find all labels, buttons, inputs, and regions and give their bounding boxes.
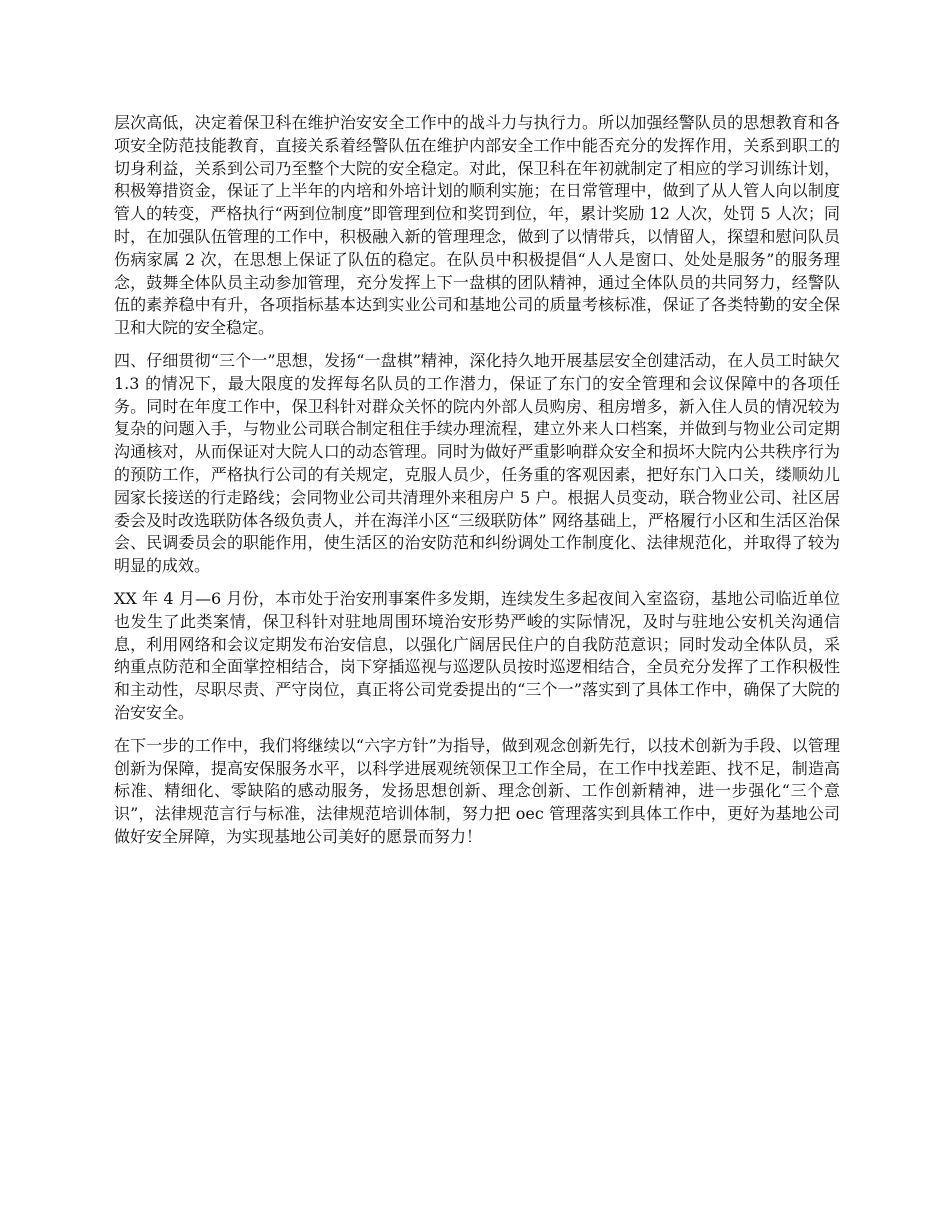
paragraph-4: 在下一步的工作中，我们将继续以“六字方针”为指导，做到观念创新先行，以技术创新为手段、以管理创新为保障，提高安保服务水平，以科学进展观统领保卫工作全局，在工作中找差距、找不足，制造高标准、精细化、零缺陷的感动服务，发扬思想创新、理念创新、工作创新精神，进一步强化“三个意识”，法律规范言行与标准，法律规范培训体制，努力把 oec 管理落实到具体工作中，更好为基地公司做好安全屏障，为实现基地公司美好的愿景而努力！ (114, 735, 840, 846)
paragraph-2: 四、仔细贯彻“三个一”思想，发扬“一盘棋”精神，深化持久地开展基层安全创建活动，在人员工时缺欠 1.3 的情况下，最大限度的发挥每名队员的工作潜力，保证了东门的安全管理和会议保障中的各项任务。同时在年度工作中，保卫科针对群众关怀的院内外部人员购房、租房增多，新入住人员的情况较为复杂的问题入手，与物业公司联合制定租住手续办理流程，建立外来人口档案，并做到与物业公司定期沟通核对，从而保证对大院人口的动态管理。同时为做好严重影响群众安全和损坏大院内公共秩序行为的预防工作，严格执行公司的有关规定，克服人员少，任务重的客观因素，把好东门入口关，缕顺幼儿园家长接送的行走路线；会同物业公司共清理外来租房户 5 户。根据人员变动，联合物业公司、社区居委会及时改选联防体各级负责人，并在海洋小区“三级联防体” 网络基础上，严格履行小区和生活区治保会、民调委员会的职能作用，使生活区的治安防范和纠纷调处工作制度化、法律规范化，并取得了较为明显的成效。 (114, 350, 840, 576)
document-body (114, 112, 840, 859)
paragraph-3: XX 年 4 月—6 月份，本市处于治安刑事案件多发期，连续发生多起夜间入室盗窃，基地公司临近单位也发生了此类案情，保卫科针对驻地周围环境治安形势严峻的实际情况，及时与驻地公安机关沟通信息，利用网络和会议定期发布治安信息，以强化广阔居民住户的自我防范意识；同时发动全体队员，采纳重点防范和全面掌控相结合，岗下穿插巡视与巡逻队员按时巡逻相结合，全员充分发挥了工作积极性和主动性，尽职尽责、严守岗位，真正将公司党委提出的“三个一”落实到了具体工作中，确保了大院的治安安全。 (114, 588, 840, 722)
paragraph-1: 层次高低，决定着保卫科在维护治安安全工作中的战斗力与执行力。所以加强经警队员的思想教育和各项安全防范技能教育，直接关系着经警队伍在维护内部安全工作中能否充分的发挥作用，关系到职工的切身利益，关系到公司乃至整个大院的安全稳定。对此，保卫科在年初就制定了相应的学习训练计划，积极筹措资金，保证了上半年的内培和外培计划的顺利实施；在日常管理中，做到了从人管人向以制度管人的转变，严格执行“两到位制度”即管理到位和奖罚到位，年，累计奖励 12 人次，处罚 5 人次；同时，在加强队伍管理的工作中，积极融入新的管理理念，做到了以情带兵，以情留人，探望和慰问队员伤病家属 2 次，在思想上保证了队伍的稳定。在队员中积极提倡“人人是窗口、处处是服务”的服务理念，鼓舞全体队员主动参加管理，充分发挥上下一盘棋的团队精神，通过全体队员的共同努力，经警队伍的素养稳中有升，各项指标基本达到实业公司和基地公司的质量考核标准，保证了各类特勤的安全保卫和大院的安全稳定。 (114, 113, 840, 338)
